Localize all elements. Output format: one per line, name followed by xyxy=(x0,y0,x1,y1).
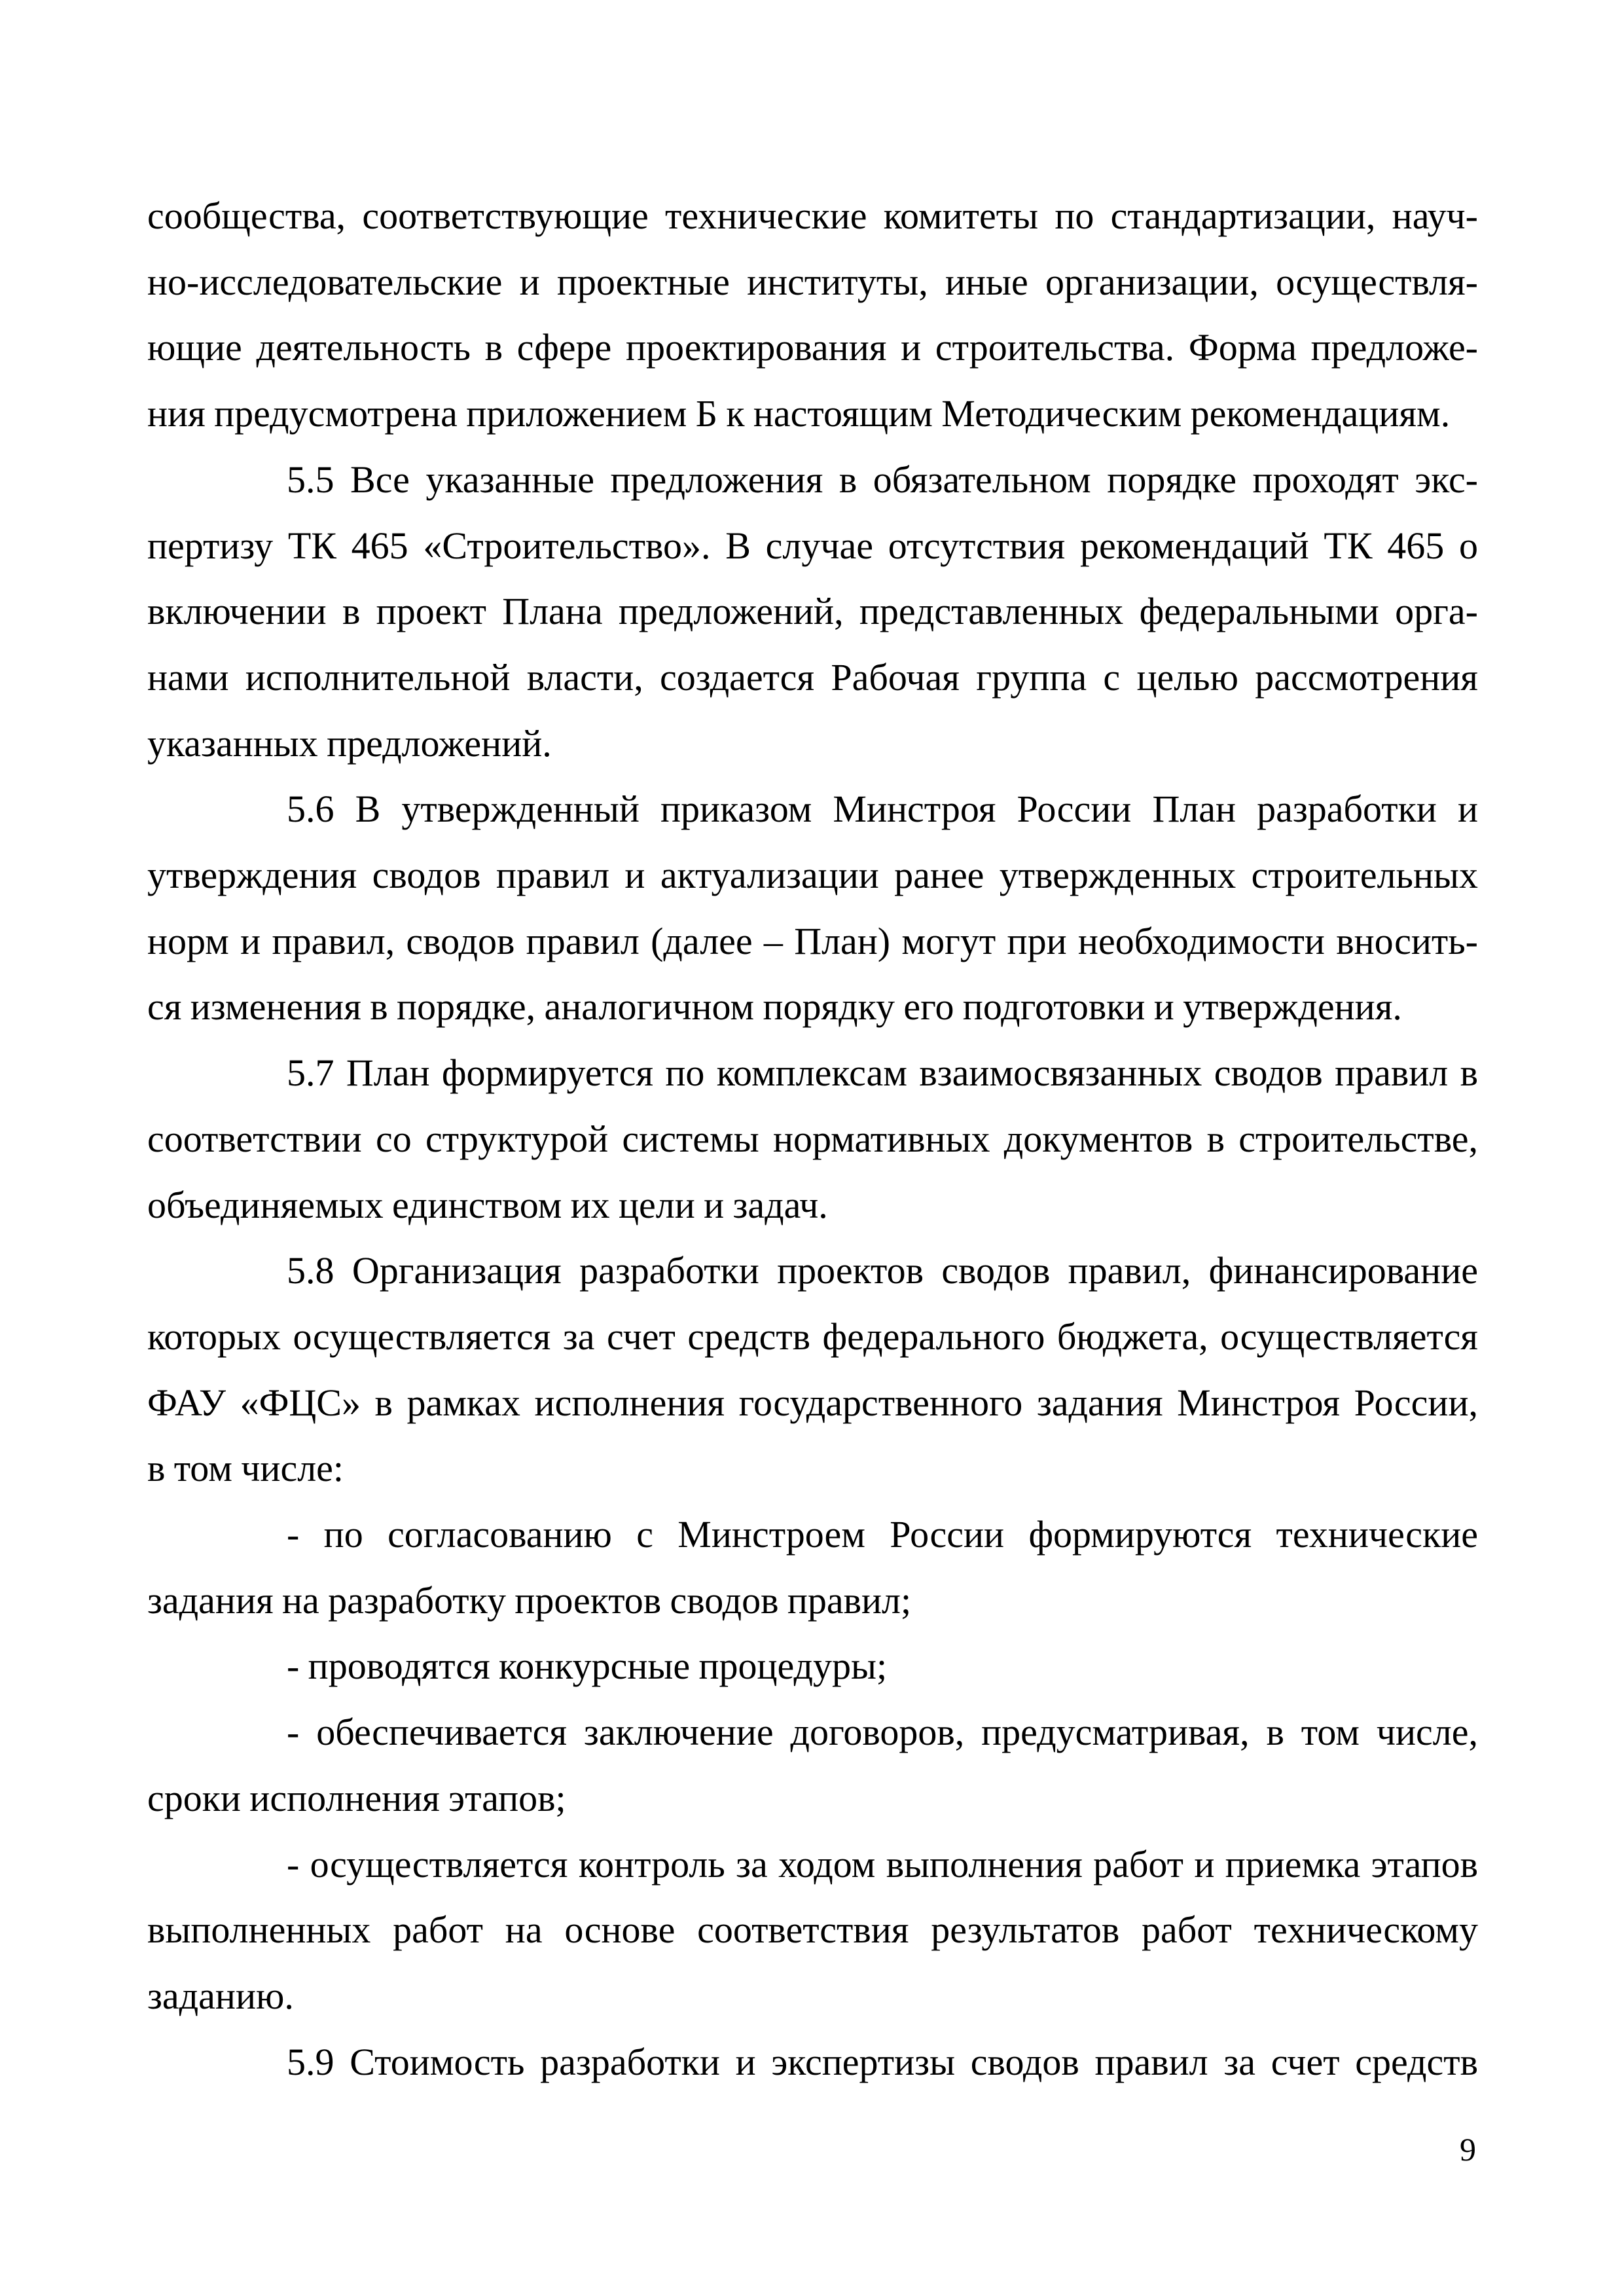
text-line: утверждения сводов правил и актуализации ранее утвержденных строительных xyxy=(147,854,1478,897)
text-line: указанных предложений. xyxy=(147,721,552,765)
text-line: соответствии со структурой системы нормативных документов в строительстве, xyxy=(147,1117,1478,1160)
text-line: 5.6 В утвержденный приказом Минстроя России План разработки и xyxy=(287,788,1478,831)
text-line: 5.8 Организация разработки проектов сводов правил, финансирование xyxy=(287,1249,1478,1292)
text-line: ющие деятельность в сфере проектирования и строительства. Форма предложе- xyxy=(147,326,1478,369)
text-line: - обеспечивается заключение договоров, предусматривая, в том числе, xyxy=(287,1711,1478,1754)
text-line: ся изменения в порядке, аналогичном порядку его подготовки и утверждения. xyxy=(147,985,1402,1029)
text-line: - осуществляется контроль за ходом выполнения работ и приемка этапов xyxy=(287,1842,1478,1886)
text-line: включении в проект Плана предложений, представленных федеральными орга- xyxy=(147,590,1478,633)
text-line: в том числе: xyxy=(147,1447,344,1490)
text-line: но-исследовательские и проектные институты, иные организации, осуществля- xyxy=(147,260,1478,303)
text-line: - по согласованию с Минстроем России формируются технические xyxy=(287,1513,1478,1556)
text-line: сроки исполнения этапов; xyxy=(147,1776,566,1819)
paragraph xyxy=(147,447,1478,777)
paragraph xyxy=(147,183,1478,447)
document-body xyxy=(147,183,1478,2095)
text-line: сообщества, соответствующие технические комитеты по стандартизации, науч- xyxy=(147,194,1478,237)
text-line: 5.9 Стоимость разработки и экспертизы сводов правил за счет средств xyxy=(287,2040,1478,2083)
text-line: выполненных работ на основе соответствия результатов работ техническому xyxy=(147,1908,1478,1952)
text-line: нами исполнительной власти, создается Рабочая группа с целью рассмотрения xyxy=(147,655,1478,699)
page-number: 9 xyxy=(1460,2131,1476,2168)
paragraph xyxy=(147,1700,1478,1831)
text-line: 5.5 Все указанные предложения в обязательном порядке проходят экс- xyxy=(287,458,1478,501)
paragraph xyxy=(147,2030,1478,2096)
paragraph xyxy=(147,1633,1478,1700)
text-line: ния предусмотрена приложением Б к настоящим Методическим рекомендациям. xyxy=(147,392,1451,435)
text-line: которых осуществляется за счет средств федерального бюджета, осуществляется xyxy=(147,1315,1478,1358)
paragraph xyxy=(147,1502,1478,1633)
paragraph xyxy=(147,1832,1478,2030)
paragraph xyxy=(147,776,1478,1040)
text-line: ФАУ «ФЦС» в рамках исполнения государственного задания Минстроя России, xyxy=(147,1381,1478,1424)
text-line: объединяемых единством их цели и задач. xyxy=(147,1183,828,1226)
text-line: заданию. xyxy=(147,1974,294,2017)
text-line: 5.7 План формируется по комплексам взаимосвязанных сводов правил в xyxy=(287,1051,1478,1095)
text-line: задания на разработку проектов сводов правил; xyxy=(147,1578,912,1622)
text-line: пертизу ТК 465 «Строительство». В случае отсутствия рекомендаций ТК 465 о xyxy=(147,524,1478,567)
text-line: - проводятся конкурсные процедуры; xyxy=(287,1645,888,1688)
text-line: норм и правил, сводов правил (далее – План) могут при необходимости вносить- xyxy=(147,919,1478,962)
paragraph xyxy=(147,1238,1478,1502)
paragraph xyxy=(147,1040,1478,1238)
